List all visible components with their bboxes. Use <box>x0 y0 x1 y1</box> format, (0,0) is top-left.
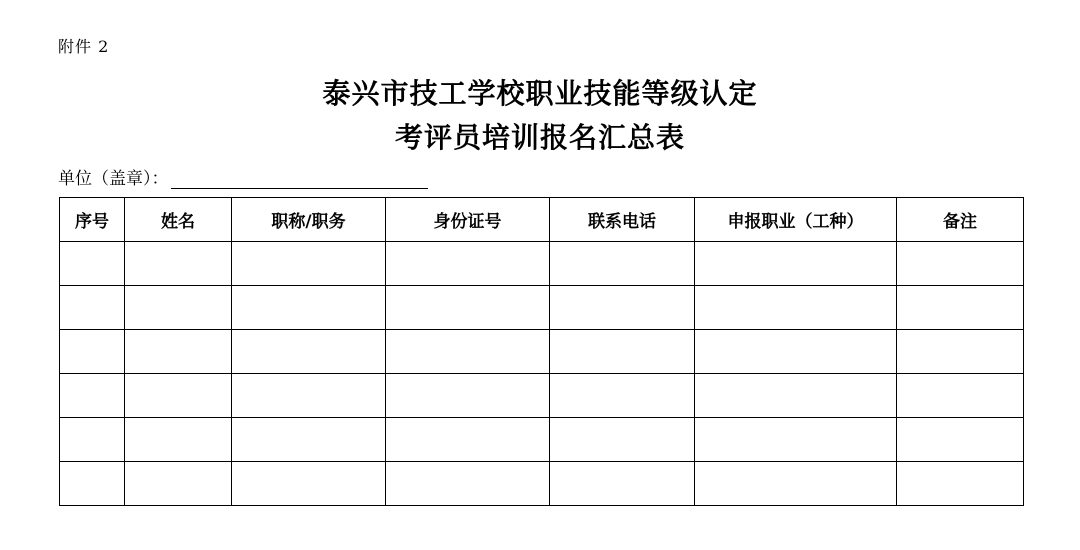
table-cell[interactable] <box>125 286 232 330</box>
table-row <box>60 330 1024 374</box>
table-row <box>60 242 1024 286</box>
table-cell[interactable] <box>60 286 125 330</box>
document-title-line-1: 泰兴市技工学校职业技能等级认定 <box>322 77 758 110</box>
table-row <box>60 374 1024 418</box>
table-cell[interactable] <box>232 330 386 374</box>
table-cell[interactable] <box>550 374 695 418</box>
table-cell[interactable] <box>386 418 550 462</box>
table-cell[interactable] <box>695 418 897 462</box>
unit-stamp-label: 单位（盖章）： <box>58 169 169 189</box>
table-cell[interactable] <box>695 330 897 374</box>
table-cell[interactable] <box>386 242 550 286</box>
header-title-position: 职称/职务 <box>232 198 386 242</box>
table-row <box>60 286 1024 330</box>
document-title-line-2: 考评员培训报名汇总表 <box>394 121 685 154</box>
table-cell[interactable] <box>695 242 897 286</box>
header-id-number: 身份证号 <box>386 198 550 242</box>
table-cell[interactable] <box>897 286 1024 330</box>
table-cell[interactable] <box>60 374 125 418</box>
table-cell[interactable] <box>232 374 386 418</box>
table-cell[interactable] <box>695 462 897 506</box>
header-phone: 联系电话 <box>550 198 695 242</box>
table-cell[interactable] <box>232 242 386 286</box>
table-cell[interactable] <box>550 330 695 374</box>
unit-fill-line[interactable] <box>171 168 428 189</box>
table-cell[interactable] <box>125 374 232 418</box>
header-declared-occupation: 申报职业（工种） <box>695 198 897 242</box>
table-cell[interactable] <box>386 374 550 418</box>
table-cell[interactable] <box>550 242 695 286</box>
attachment-label: 附件 2 <box>58 37 110 56</box>
table-cell[interactable] <box>232 462 386 506</box>
table-cell[interactable] <box>550 418 695 462</box>
table-cell[interactable] <box>897 374 1024 418</box>
header-remarks: 备注 <box>897 198 1024 242</box>
table-cell[interactable] <box>60 462 125 506</box>
table-cell[interactable] <box>386 330 550 374</box>
table-cell[interactable] <box>897 418 1024 462</box>
table-cell[interactable] <box>897 242 1024 286</box>
table-cell[interactable] <box>60 418 125 462</box>
table-cell[interactable] <box>386 286 550 330</box>
table-cell[interactable] <box>125 462 232 506</box>
header-serial-number: 序号 <box>60 198 125 242</box>
table-cell[interactable] <box>125 330 232 374</box>
table-cell[interactable] <box>897 330 1024 374</box>
table-cell[interactable] <box>897 462 1024 506</box>
table-cell[interactable] <box>60 330 125 374</box>
table-row <box>60 462 1024 506</box>
table-cell[interactable] <box>232 418 386 462</box>
unit-stamp-row <box>58 164 428 189</box>
table-cell[interactable] <box>550 462 695 506</box>
table-header-row <box>60 198 1024 242</box>
registration-summary-table <box>59 197 1024 506</box>
table-cell[interactable] <box>232 286 386 330</box>
table-cell[interactable] <box>386 462 550 506</box>
table-cell[interactable] <box>695 286 897 330</box>
table-row <box>60 418 1024 462</box>
table-cell[interactable] <box>695 374 897 418</box>
table-cell[interactable] <box>125 418 232 462</box>
table-cell[interactable] <box>125 242 232 286</box>
table-cell[interactable] <box>60 242 125 286</box>
header-name: 姓名 <box>125 198 232 242</box>
table-cell[interactable] <box>550 286 695 330</box>
